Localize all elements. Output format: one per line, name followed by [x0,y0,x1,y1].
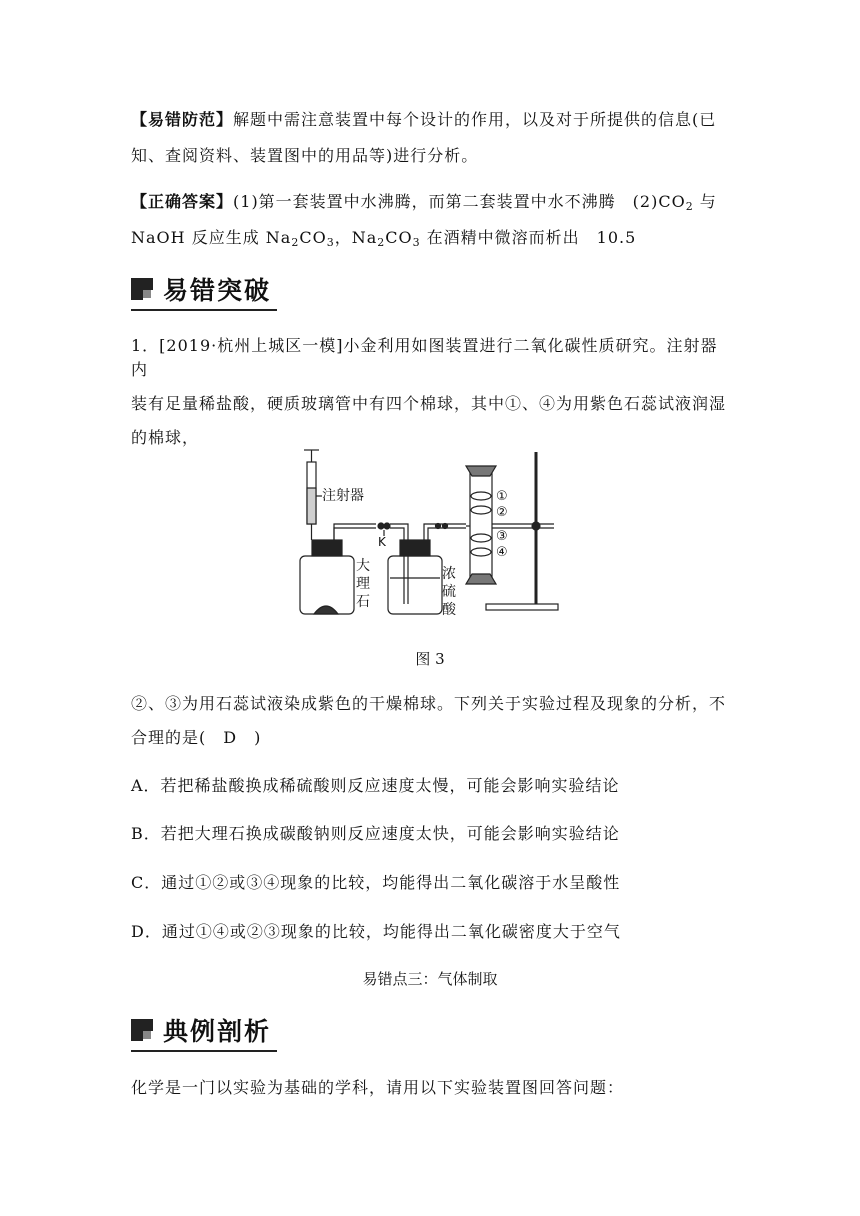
section-title: 易错突破 [163,276,272,305]
answer-text: CO [299,228,327,247]
tip-line-1 [131,108,731,132]
option-c: C．通过①②或③④现象的比较，均能得出二氧化碳溶于水呈酸性 [131,873,621,892]
tip-text-2: 知、查阅资料、装置图中的用品等)进行分析。 [131,146,479,165]
figure-caption: 图 3 [415,650,445,668]
answer-line-2 [131,226,731,250]
bottle-1 [300,556,354,614]
label-acid: 酸 [442,602,456,618]
subscript: 2 [685,200,694,213]
answer-text: CO [385,228,413,247]
question-line: 合理的是( D ) [131,728,262,747]
answer-text: ，Na [334,228,378,247]
answer-tag: 【正确答案】 [131,192,234,211]
point-title: 易错点三：气体制取 [362,970,498,988]
label-syringe: 注射器 [322,488,364,504]
subscript: 2 [377,236,386,249]
section-underline [131,309,277,311]
option-b: B．若把大理石换成碳酸钠则反应速度太快，可能会影响实验结论 [131,824,620,843]
tip-tag: 【易错防范】 [131,110,234,129]
label-marble: 石 [356,594,370,610]
subscript: 3 [412,236,421,249]
question-continuation [131,692,731,750]
valve-k [378,523,384,529]
subscript: 3 [326,236,335,249]
label-acid: 硫 [442,584,456,600]
stopper-2 [400,540,430,556]
tip-paragraph [131,108,731,168]
question-line: 装有足量稀盐酸，硬质玻璃管中有四个棉球，其中①、④为用紫色石蕊试液润湿 [131,394,727,413]
tube-top-stopper [466,466,496,476]
question-line: ②、③为用石蕊试液染成紫色的干燥棉球。下列关于实验过程及现象的分析，不 [131,694,727,713]
glass-tube [470,472,492,578]
tip-text-1: 解题中需注意装置中每个设计的作用，以及对于所提供的信息(已 [233,110,717,129]
question-text [131,334,731,450]
bottle-2 [388,556,442,614]
option-d: D．通过①④或②③现象的比较，均能得出二氧化碳密度大于空气 [131,922,621,941]
apparatus-figure [290,448,570,618]
section-heading-examples [131,1012,271,1048]
question-line: 的棉球， [131,428,200,447]
intro-text: 化学是一门以实验为基础的学科，请用以下实验装置图回答问题： [131,1078,625,1097]
answer-line-1 [131,190,731,214]
answer-paragraph [131,190,731,250]
label-ball-1: ① [496,489,508,504]
question-line: 1．[2019·杭州上城区一模]小金利用如图装置进行二氧化碳性质研究。注射器内 [131,336,718,379]
label-acid: 浓 [442,566,456,582]
answer-text: 在酒精中微溶而析出 10.5 [420,228,637,247]
label-ball-3: ③ [496,529,508,544]
section-heading-breakthrough [131,271,271,307]
section-title: 典例剖析 [163,1017,272,1046]
answer-text: NaOH 反应生成 Na [131,228,292,247]
label-marble: 大 [356,558,370,574]
tube-bottom-stopper [466,574,496,584]
label-ball-2: ② [496,505,508,520]
answer-text: (1)第一套装置中水沸腾，而第二套装置中水不沸腾 (2)CO [233,192,686,211]
subscript: 2 [291,236,300,249]
stopper-1 [312,540,342,556]
option-a: A．若把稀盐酸换成稀硫酸则反应速度太慢，可能会影响实验结论 [131,776,620,795]
answer-text: 与 [693,192,717,211]
label-ball-4: ④ [496,545,508,560]
section-underline [131,1050,277,1052]
label-marble: 理 [356,576,370,592]
iron-stand-base [486,604,558,610]
section-marker-icon [131,1019,153,1041]
label-valve: K [378,535,386,549]
section-marker-icon [131,278,153,300]
